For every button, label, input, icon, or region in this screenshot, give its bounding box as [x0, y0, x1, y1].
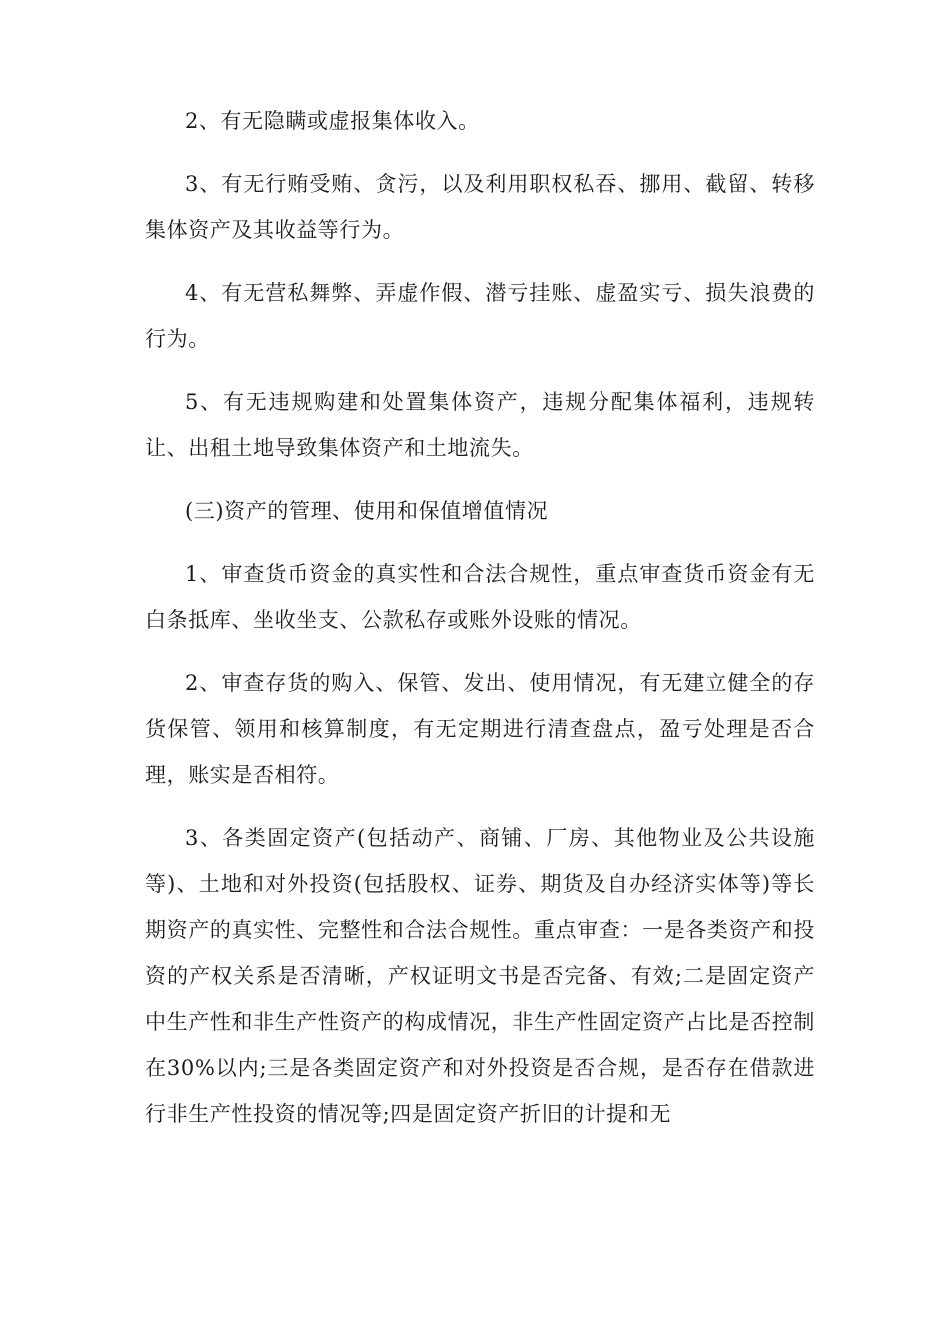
paragraph-illegal-disposal: 5、有无违规购建和处置集体资产，违规分配集体福利，违规转让、出租土地导致集体资产和土地流失。	[145, 390, 815, 460]
paragraph-inventory: 2、审查存货的购入、保管、发出、使用情况，有无建立健全的存货保管、领用和核算制度，有无定期进行清查盘点，盈亏处理是否合理，账实是否相符。	[145, 671, 815, 787]
paragraph-fraud-losses: 4、有无营私舞弊、弄虚作假、潜亏挂账、虚盈实亏、损失浪费的行为。	[145, 281, 815, 351]
document-body	[145, 98, 815, 1154]
paragraph-bribery-embezzlement: 3、有无行贿受贿、贪污，以及利用职权私吞、挪用、截留、转移集体资产及其收益等行为。	[145, 172, 815, 242]
paragraph-fixed-assets: 3、各类固定资产(包括动产、商铺、厂房、其他物业及公共设施等)、土地和对外投资(包括股权、证券、期货及自办经济实体等)等长期资产的真实性、完整性和合法合规性。重点审查：一是各类资产和投资的产权关系是否清晰，产权证明文书是否完备、有效;二是固定资产中生产性和非生产性资产的构成情况，非生产性固定资产占比是否控制在30%以内;三是各类固定资产和对外投资是否合规，是否存在借款进行非生产性投资的情况等;四是固定资产折旧的计提和无	[145, 826, 815, 1126]
paragraph-monetary-funds: 1、审查货币资金的真实性和合法合规性，重点审查货币资金有无白条抵库、坐收坐支、公款私存或账外设账的情况。	[145, 562, 815, 632]
paragraph-income-concealment: 2、有无隐瞒或虚报集体收入。	[185, 109, 480, 133]
section-heading-asset-management: (三)资产的管理、使用和保值增值情况	[185, 499, 549, 523]
